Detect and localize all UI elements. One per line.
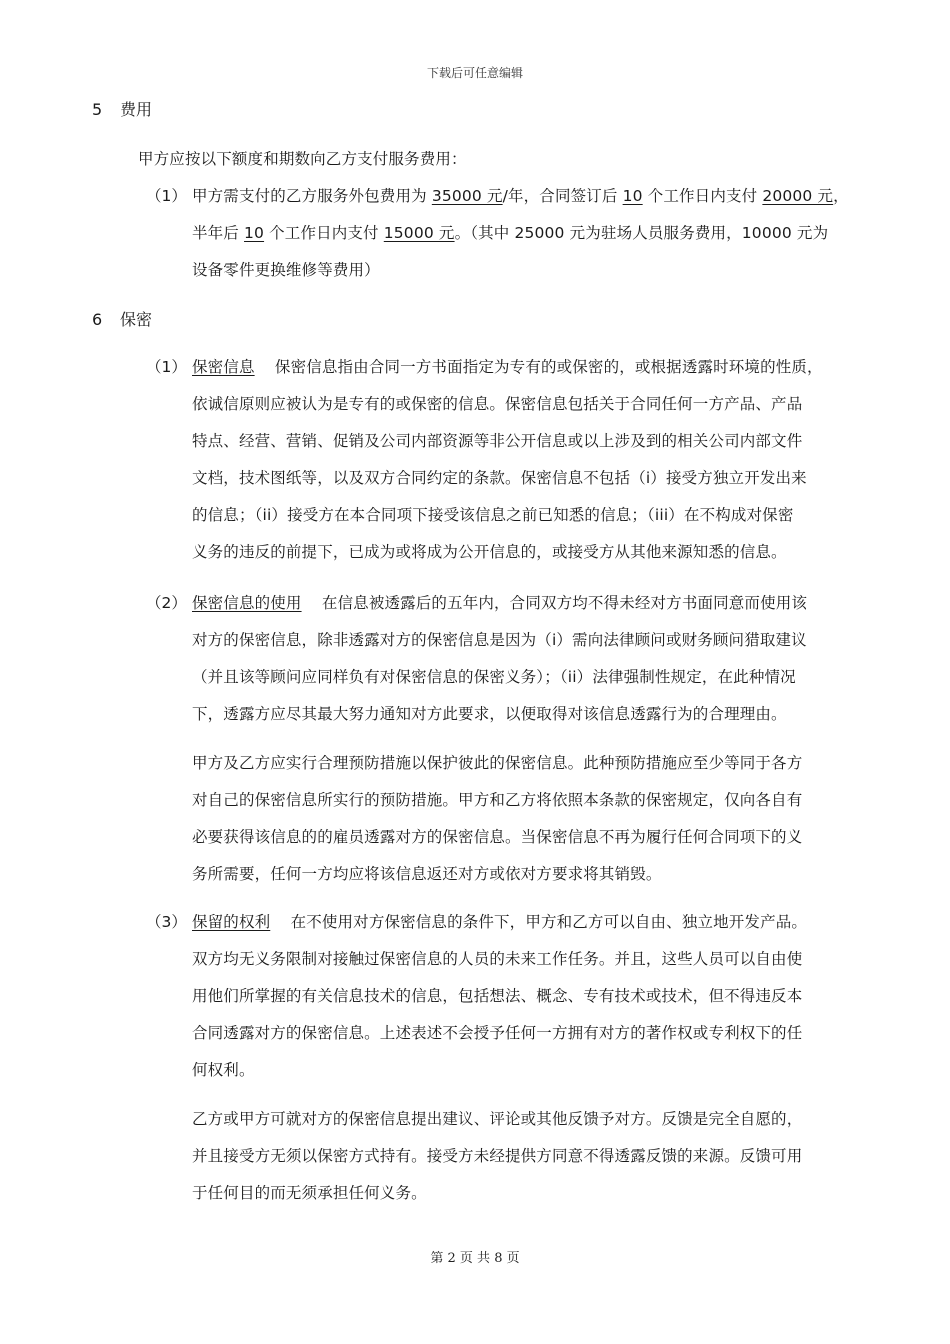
confidential-item-1: 保密信息 保密信息指由合同一方书面指定为专有的或保密的，或根据透露时环境的性质， 依诚信原则应被认为是专有的或保密的信息。保密信息包括关于合同任何一方产品、产品 特点、经营、营销、促销及公司内部资源等非公开信息或以上涉及到的相关公司内部文件 文档，技术图纸等，以及双方合同约定的条款。保密信息不包括（i）接受方独立开发出来 的信息；（ii）接受方在本合同项下接受该信息之前已知悉的信息；（iii）在不构成对保密 义务的违反的前提下，已成为或将成为公开信息的，或接受方从其他来源知悉的信息。 [192, 358, 823, 561]
fee-item-1: 甲方需支付的乙方服务外包费用为 35000 元/年，合同签订后 10 个工作日内支付 20000 元， 半年后 10 个工作日内支付 15000 元。（其中 25000 元为驻场人员服务费用，10000 元为 设备零件更换维修等费用） [192, 187, 849, 279]
section-title: 费用 [120, 100, 153, 119]
section-confidential-heading [92, 310, 152, 330]
confidential-item-3: 保留的权利 在不使用对方保密信息的条件下，甲方和乙方可以自由、独立地开发产品。 双方均无义务限制对接触过保密信息的人员的未来工作任务。并且，这些人员可以自由使 用他们所掌握的有关信息技术的信息，包括想法、概念、专有技术或技术，但不得违反本 合同透露对方的保密信息。上述表述不会授予任何一方拥有对方的著作权或专利权下的任 何权利。 [192, 913, 808, 1079]
item-heading: 保留的权利 [192, 913, 271, 931]
confidential-item-2: 保密信息的使用 在信息被透露后的五年内，合同双方均不得未经对方书面同意而使用该 对方的保密信息，除非透露对方的保密信息是因为（i）需向法律顾问或财务顾问猎取建议 （并且该等顾问应同样负有对保密信息的保密义务）；（ii）法律强制性规定，在此种情况 下，透露方应尽其最大努力通知对方此要求，以便取得对该信息透露行为的合理理由。 [192, 594, 808, 723]
annual-fee: 35000 元 [431, 187, 503, 205]
fee-item-1-label: （1） [146, 187, 187, 205]
item-heading: 保密信息的使用 [192, 594, 302, 612]
confidential-item-2-para2: 甲方及乙方应实行合理预防措施以保护彼此的保密信息。此种预防措施应至少等同于各方 对自己的保密信息所实行的预防措施。甲方和乙方将依照本条款的保密规定，仅向各自有 必要获得该信息的的雇员透露对方的保密信息。当保密信息不再为履行任何合同项下的义 务所需要，任何一方均应将该信息返还对方或依对方要求将其销毁。 [192, 754, 803, 883]
section-title: 保密 [120, 310, 153, 329]
days-2: 10 [244, 224, 265, 242]
fee-intro: 甲方应按以下额度和期数向乙方支付服务费用： [138, 150, 467, 168]
page-header: 下载后可任意编辑 [426, 66, 523, 80]
section-number: 5 [92, 100, 103, 119]
section-fee-heading [92, 100, 152, 120]
payment-2: 15000 元 [383, 224, 455, 242]
confidential-item-2-label: （2） [146, 594, 187, 612]
page-footer: 第 2 页 共 8 页 [430, 1251, 520, 1266]
item-heading: 保密信息 [192, 358, 255, 376]
confidential-item-3-para2: 乙方或甲方可就对方的保密信息提出建议、评论或其他反馈予对方。反馈是完全自愿的， 并且接受方无须以保密方式持有。接受方未经提供方同意不得透露反馈的来源。反馈可用 于任何目的而无须承担任何义务。 [192, 1110, 803, 1202]
days-1: 10 [622, 187, 643, 205]
confidential-item-3-label: （3） [146, 913, 187, 931]
confidential-item-1-label: （1） [146, 358, 187, 376]
section-number: 6 [92, 310, 103, 329]
payment-1: 20000 元 [762, 187, 834, 205]
